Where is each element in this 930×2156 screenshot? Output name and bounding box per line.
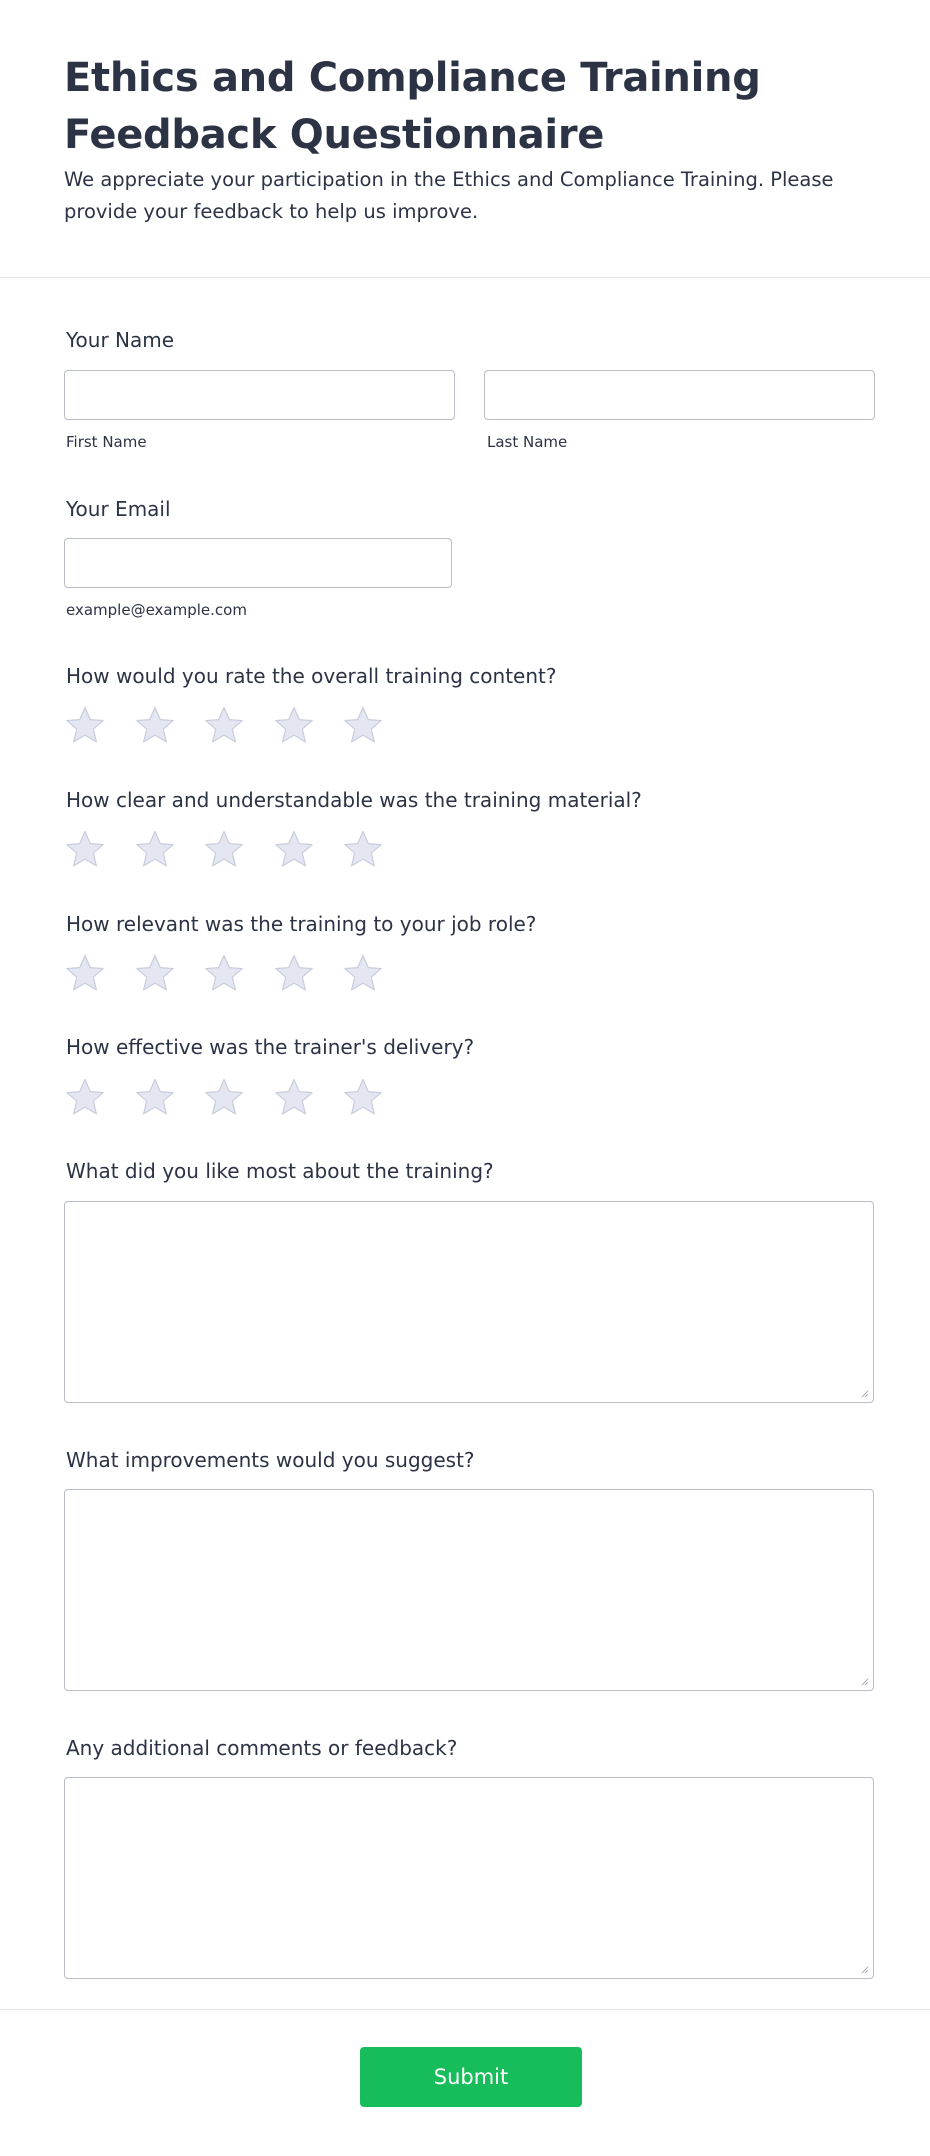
improvements-label: What improvements would you suggest? (66, 1448, 475, 1472)
additional-comments-textarea[interactable] (64, 1777, 874, 1979)
star-icon[interactable] (134, 953, 176, 995)
last-name-sublabel: Last Name (487, 433, 568, 451)
star-icon[interactable] (273, 1077, 315, 1119)
form-title: Ethics and Compliance Training Feedback Questionnaire (64, 55, 761, 158)
rating-label-clarity: How clear and understandable was the training material? (66, 788, 642, 812)
first-name-sublabel: First Name (66, 433, 147, 451)
email-label: Your Email (66, 497, 171, 521)
star-icon[interactable] (64, 1077, 106, 1119)
improvements-textarea[interactable] (64, 1489, 874, 1691)
star-icon[interactable] (64, 705, 106, 747)
star-icon[interactable] (203, 953, 245, 995)
star-icon[interactable] (273, 829, 315, 871)
star-icon[interactable] (342, 829, 384, 871)
star-icon[interactable] (64, 953, 106, 995)
resize-grip-icon[interactable] (859, 1388, 869, 1398)
star-icon[interactable] (273, 953, 315, 995)
star-icon[interactable] (134, 829, 176, 871)
liked-most-label: What did you like most about the training? (66, 1159, 494, 1183)
rating-label-relevance: How relevant was the training to your job role? (66, 912, 537, 936)
submit-button[interactable]: Submit (360, 2047, 582, 2107)
last-name-input[interactable] (484, 370, 875, 420)
resize-grip-icon[interactable] (859, 1964, 869, 1974)
star-icon[interactable] (273, 705, 315, 747)
star-icon[interactable] (134, 705, 176, 747)
star-rating-content (64, 705, 394, 747)
star-rating-relevance (64, 953, 394, 995)
form-description: We appreciate your participation in the Ethics and Compliance Training. Please provide your feedback to help us improve. (64, 168, 834, 223)
star-icon[interactable] (203, 1077, 245, 1119)
email-input[interactable] (64, 538, 452, 588)
star-icon[interactable] (203, 829, 245, 871)
rating-label-delivery: How effective was the trainer's delivery? (66, 1035, 475, 1059)
liked-most-textarea[interactable] (64, 1201, 874, 1403)
form-header (0, 0, 930, 278)
star-icon[interactable] (64, 829, 106, 871)
star-icon[interactable] (342, 1077, 384, 1119)
rating-label-content: How would you rate the overall training content? (66, 664, 557, 688)
name-label: Your Name (66, 328, 175, 352)
star-icon[interactable] (342, 953, 384, 995)
star-icon[interactable] (342, 705, 384, 747)
star-rating-delivery (64, 1077, 394, 1119)
resize-grip-icon[interactable] (859, 1676, 869, 1686)
email-sublabel: example@example.com (66, 601, 247, 619)
star-icon[interactable] (203, 705, 245, 747)
star-icon[interactable] (134, 1077, 176, 1119)
star-rating-clarity (64, 829, 394, 871)
additional-comments-label: Any additional comments or feedback? (66, 1736, 458, 1760)
first-name-input[interactable] (64, 370, 455, 420)
